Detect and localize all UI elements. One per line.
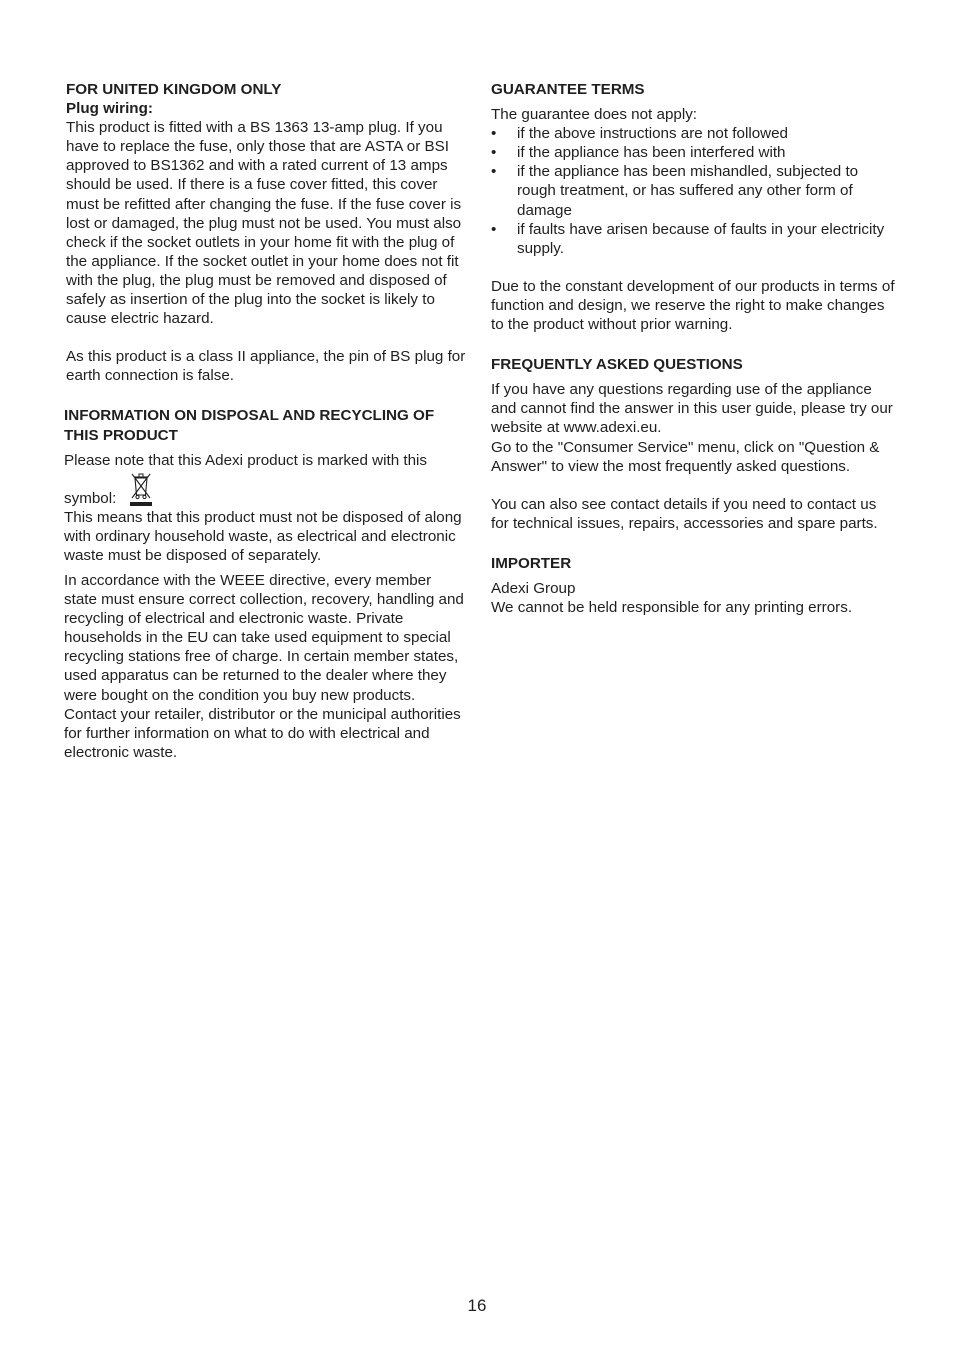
- importer-disclaimer: We cannot be held responsible for any printing errors.: [491, 599, 853, 617]
- faq-heading: FREQUENTLY ASKED QUESTIONS: [491, 356, 743, 374]
- page-number: 16: [467, 1296, 487, 1315]
- bullet: •: [491, 163, 497, 181]
- disposal-heading: INFORMATION ON DISPOSAL AND RECYCLING OF THIS PRODUCT: [64, 407, 435, 444]
- plug-wiring-paragraph: This product is fitted with a BS 1363 13-amp plug. If you have to replace the fuse, only those that are ASTA or BSI approved to BS1362 and with a rated current of 13 amps should be used. If there is a fuse cover fitted, this cover must be refitted after changing the fuse. If the fuse cover is lost or damaged, the plug must not be used. You must also check if the socket outlets in your home fit with the plug of the appliance. If the socket outlet in your home does not fit with the plug, the plug must be removed and disposed of safely as insertion of the plug into the socket is likely to cause electric hazard.: [66, 119, 462, 328]
- faq-paragraph-1: If you have any questions regarding use of the appliance and cannot find the answer in this user guide, please try our website at www.adexi.eu.: [491, 381, 893, 437]
- importer-heading: IMPORTER: [491, 554, 572, 572]
- bullet: •: [491, 144, 497, 162]
- disposal-note: Please note that this Adexi product is marked with this: [64, 451, 428, 469]
- guarantee-note: Due to the constant development of our products in terms of function and design, we reserve the right to make changes to the product without prior warning.: [491, 277, 895, 334]
- list-item: • if the appliance has been interfered with: [491, 144, 786, 162]
- disposal-section: [64, 406, 468, 762]
- weee-crossed-bin-icon: [128, 470, 154, 508]
- plug-wiring-subheading: Plug wiring:: [66, 100, 153, 118]
- list-item: • if the above instructions are not followed: [491, 125, 789, 143]
- symbol-line: [64, 470, 468, 508]
- bullet: •: [491, 125, 497, 143]
- uk-heading: FOR UNITED KINGDOM ONLY: [66, 81, 282, 98]
- right-column: [491, 80, 896, 617]
- disposal-paragraph-1: This means that this product must not be disposed of along with ordinary household waste, as electrical and electronic waste must be disposed of separately.: [64, 508, 462, 564]
- left-column: [66, 80, 468, 762]
- guarantee-intro: The guarantee does not apply:: [491, 106, 698, 124]
- faq-paragraph-3: You can also see contact details if you need to contact us for technical issues, repairs, accessories and spare parts.: [491, 495, 878, 532]
- faq-paragraph-2: Go to the "Consumer Service" menu, click on "Question & Answer" to view the most frequently asked questions.: [491, 438, 880, 475]
- symbol-label: symbol:: [64, 489, 117, 507]
- list-item: • if the appliance has been mishandled, subjected to rough treatment, or has suffered any other form of damage: [491, 163, 859, 219]
- importer-name: Adexi Group: [491, 579, 576, 597]
- guarantee-list: [491, 124, 896, 258]
- bullet: •: [491, 220, 497, 238]
- guarantee-heading: GUARANTEE TERMS: [491, 81, 645, 98]
- disposal-paragraph-2: In accordance with the WEEE directive, every member state must ensure correct collection, recovery, handling and recycling of electrical and electronic waste. Private households in the EU can take used equipment to special recycling stations free of charge. In certain member states, used apparatus can be returned to the dealer where they were bought on the condition you buy new products. Contact your retailer, distributor or the municipal authorities for further information on what to do with electrical and electronic waste.: [64, 571, 464, 761]
- class-ii-paragraph: As this product is a class II appliance, the pin of BS plug for earth connection is false.: [66, 348, 466, 385]
- list-item: • if faults have arisen because of faults in your electricity supply.: [491, 220, 885, 257]
